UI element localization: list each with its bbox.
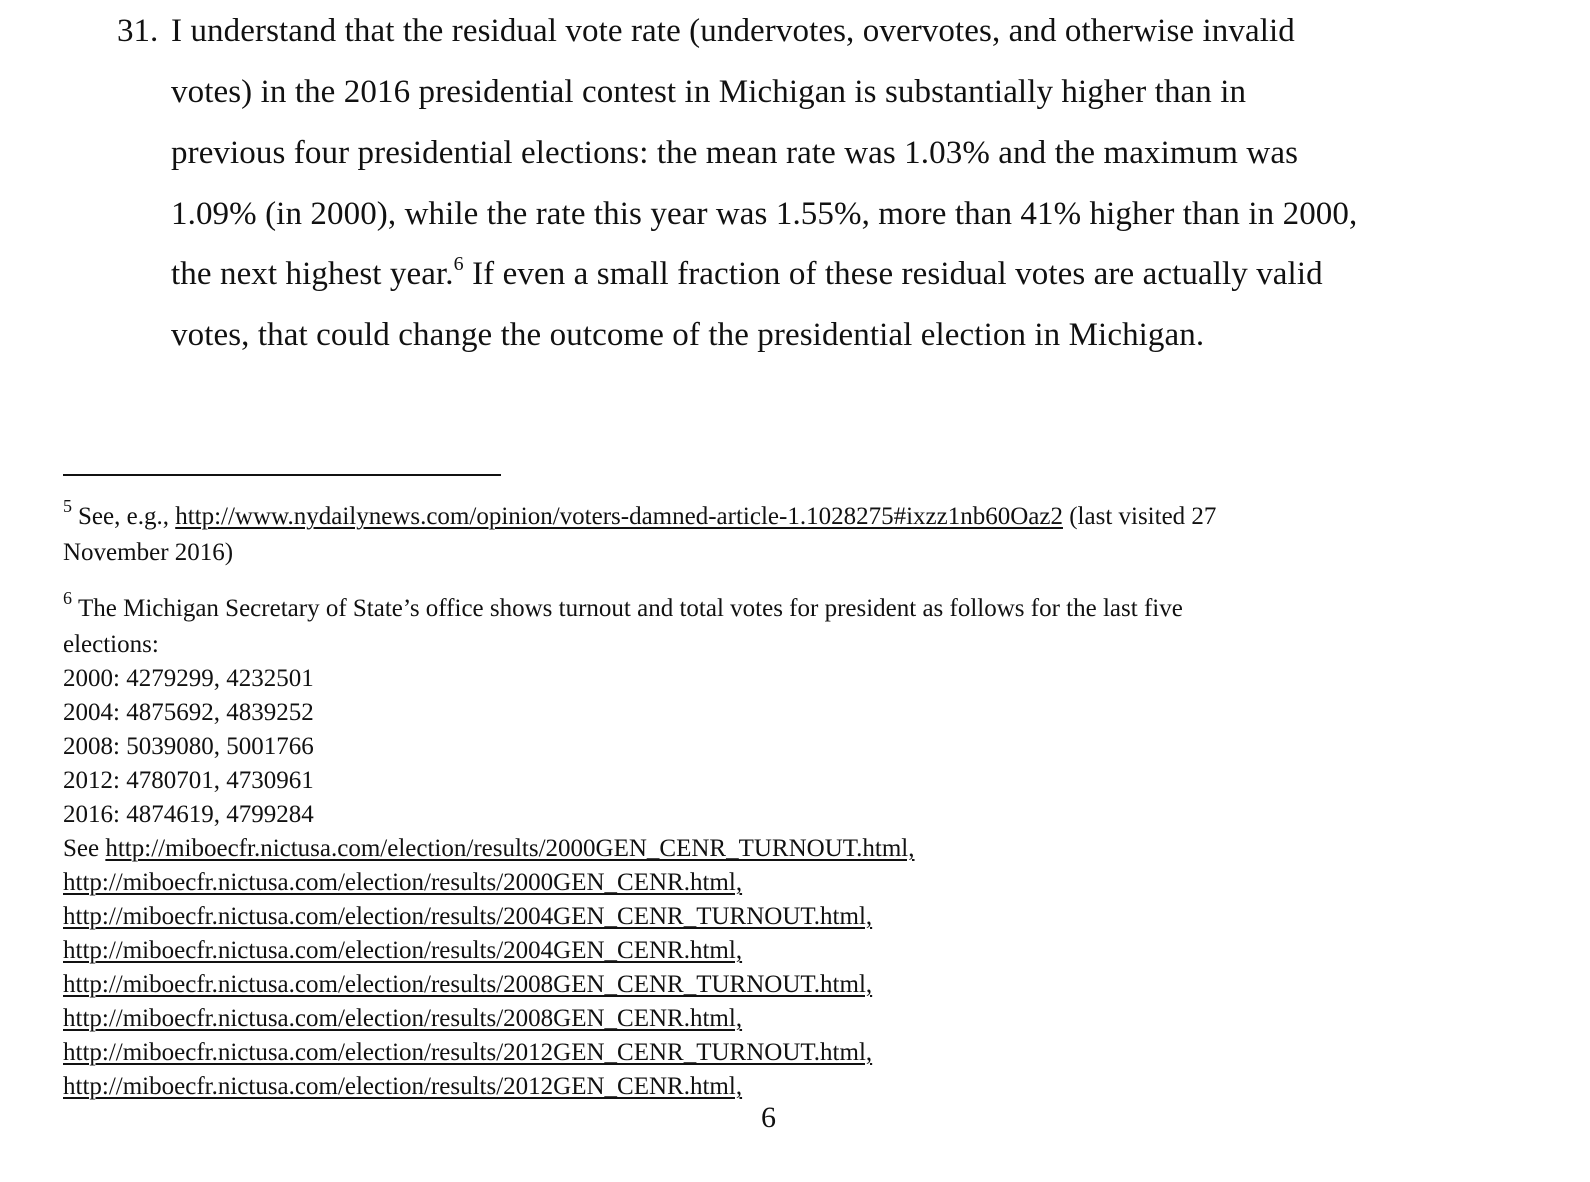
paragraph-line: I understand that the residual vote rate (undervotes, overvotes, and otherwise invalid: [171, 13, 1295, 49]
paragraph-line: votes) in the 2016 presidential contest in Michigan is substantially higher than in: [171, 74, 1247, 110]
election-row: 2000: 4279299, 4232501: [63, 665, 314, 692]
election-row: 2004: 4875692, 4839252: [63, 699, 314, 726]
source-link[interactable]: http://miboecfr.nictusa.com/election/results/2008GEN_CENR.html,: [63, 1005, 743, 1032]
source-link[interactable]: http://miboecfr.nictusa.com/election/results/2012GEN_CENR.html,: [63, 1073, 743, 1100]
source-link-line: [63, 934, 742, 968]
source-link[interactable]: http://miboecfr.nictusa.com/election/results/2000GEN_CENR_TURNOUT.html,: [105, 835, 915, 862]
footnote-6-line: elections:: [63, 631, 159, 658]
source-link[interactable]: http://miboecfr.nictusa.com/election/results/2004GEN_CENR_TURNOUT.html,: [63, 903, 873, 930]
source-link-line: [63, 968, 872, 1002]
paragraph-line: [171, 254, 1323, 294]
election-row: 2012: 4780701, 4730961: [63, 767, 314, 794]
page-number: 6: [761, 1101, 776, 1134]
footnote-text: (last visited 27: [1062, 503, 1217, 530]
source-link-line: [63, 866, 742, 900]
footnote-6: [63, 588, 1183, 627]
footnote-5: [63, 496, 1217, 535]
source-link-line: [63, 1070, 742, 1104]
source-link-line: [63, 1002, 742, 1036]
footnote-text: See, e.g.,: [78, 503, 176, 530]
footnote-text: See: [63, 835, 106, 862]
footnote-link[interactable]: http://www.nydailynews.com/opinion/voters-damned-article-1.1028275#ixzz1nb60Oaz2: [175, 503, 1063, 530]
source-link[interactable]: http://miboecfr.nictusa.com/election/results/2000GEN_CENR.html,: [63, 869, 743, 896]
paragraph-line: 1.09% (in 2000), while the rate this year was 1.55%, more than 41% higher than in 2000,: [171, 196, 1358, 232]
source-link-line: [63, 832, 915, 866]
source-link[interactable]: http://miboecfr.nictusa.com/election/results/2008GEN_CENR_TURNOUT.html,: [63, 971, 873, 998]
paragraph-line-text: If even a small fraction of these residual votes are actually valid: [472, 256, 1323, 292]
source-link[interactable]: http://miboecfr.nictusa.com/election/results/2004GEN_CENR.html,: [63, 937, 743, 964]
election-row: 2016: 4874619, 4799284: [63, 801, 314, 828]
footnote-mark: 5: [63, 496, 72, 516]
paragraph-line: previous four presidential elections: the mean rate was 1.03% and the maximum was: [171, 135, 1299, 171]
source-link-line: [63, 900, 872, 934]
paragraph-line-text: the next highest year.: [171, 256, 454, 292]
footnote-reference[interactable]: 6: [453, 253, 464, 275]
footnote-text: The Michigan Secretary of State’s office shows turnout and total votes for president as follows for the last five: [78, 595, 1183, 622]
source-link[interactable]: http://miboecfr.nictusa.com/election/results/2012GEN_CENR_TURNOUT.html,: [63, 1039, 873, 1066]
paragraph-number: 31.: [117, 13, 159, 49]
source-link-line: [63, 1036, 872, 1070]
footnote-mark: 6: [63, 588, 72, 608]
footnote-separator: [63, 474, 501, 476]
footnote-5-line: November 2016): [63, 539, 234, 566]
paragraph-line: votes, that could change the outcome of the presidential election in Michigan.: [171, 317, 1205, 353]
election-row: 2008: 5039080, 5001766: [63, 733, 314, 760]
